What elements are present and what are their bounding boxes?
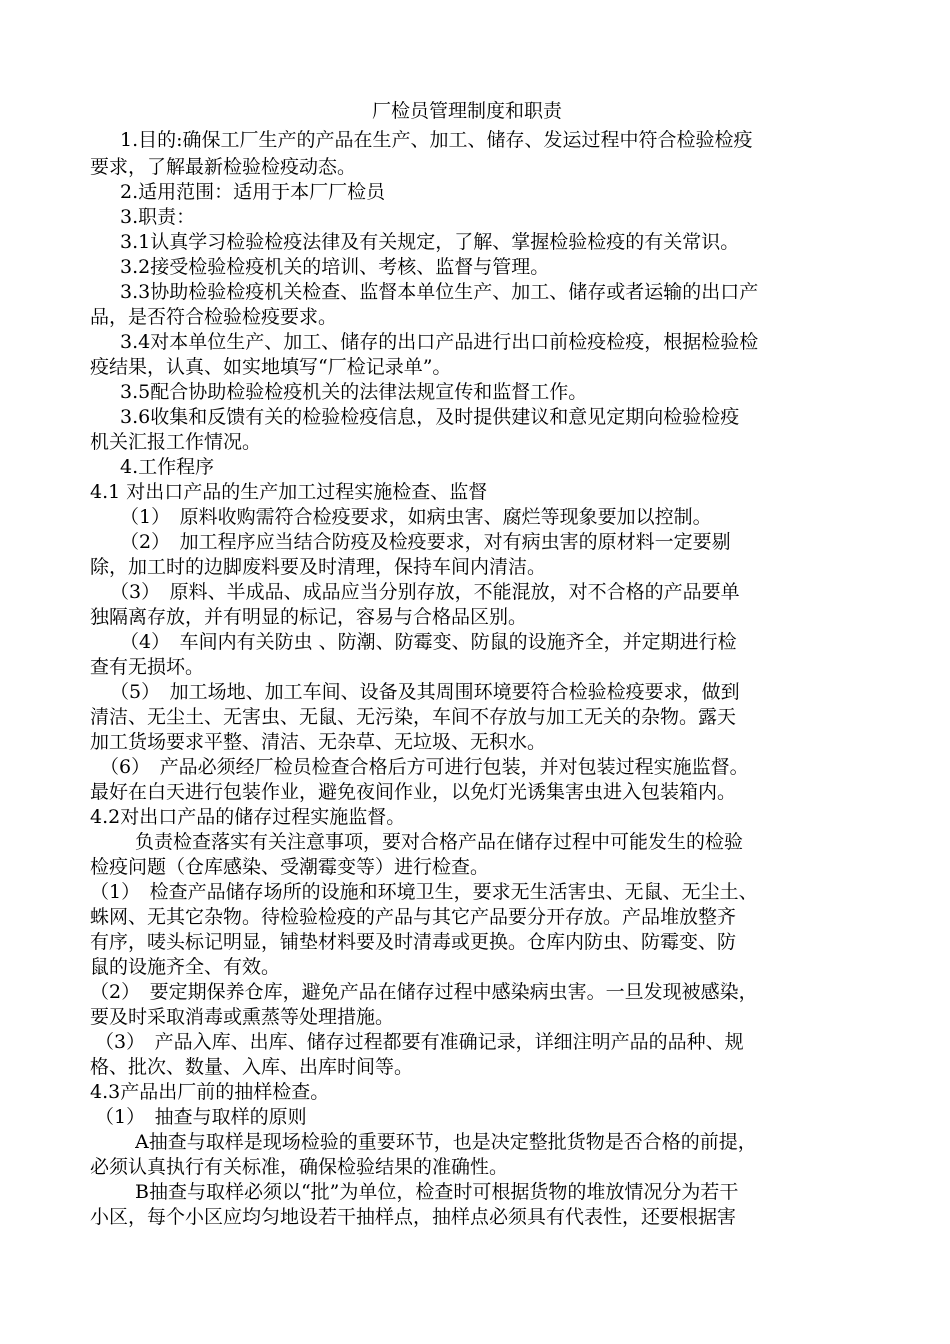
text-line: 要及时采取消毒或熏蒸等处理措施。 — [90, 1006, 395, 1028]
text-line: 查有无损坏。 — [90, 656, 205, 678]
document-title: 厂检员管理制度和职责 — [372, 100, 563, 122]
text-line: （6） 产品必须经厂检员检查合格后方可进行包装，并对包装过程实施监督。 — [100, 756, 749, 778]
text-line: 4.2对出口产品的储存过程实施监督。 — [90, 806, 406, 828]
text-line: （1） 原料收购需符合检疫要求，如病虫害、腐烂等现象要加以控制。 — [120, 506, 712, 528]
text-line: 3.2接受检验检疫机关的培训、考核、监督与管理。 — [120, 256, 550, 278]
text-line: 机关汇报工作情况。 — [90, 431, 262, 453]
text-line: （1） 抽查与取样的原则 — [95, 1106, 307, 1128]
text-line: 独隔离存放，并有明显的标记，容易与合格品区别。 — [90, 606, 528, 628]
text-line: 4.1 对出口产品的生产加工过程实施检查、监督 — [90, 481, 488, 503]
text-line: 格、批次、数量、入库、出库时间等。 — [90, 1056, 414, 1078]
text-line: 品，是否符合检验检疫要求。 — [90, 306, 338, 328]
text-line: 加工货场要求平整、清洁、无杂草、无垃圾、无积水。 — [90, 731, 547, 753]
text-line: 蛛网、无其它杂物。待检验检疫的产品与其它产品要分开存放。产品堆放整齐 — [90, 906, 737, 928]
text-line: 最好在白天进行包装作业，避免夜间作业，以免灯光诱集害虫进入包装箱内。 — [90, 781, 737, 803]
text-line: （2） 要定期保养仓库，避免产品在储存过程中感染病虫害。一旦发现被感染， — [90, 981, 758, 1003]
text-line: 清洁、无尘土、无害虫、无鼠、无污染，车间不存放与加工无关的杂物。露天 — [90, 706, 737, 728]
text-line: 小区，每个小区应均匀地设若干抽样点，抽样点必须具有代表性，还要根据害 — [90, 1206, 737, 1228]
text-line: 3.3协助检验检疫机关检查、监督本单位生产、加工、储存或者运输的出口产 — [120, 281, 759, 303]
text-line: 3.5配合协助检验检疫机关的法律法规宣传和监督工作。 — [120, 381, 588, 403]
text-line: 检疫问题（仓库感染、受潮霉变等）进行检查。 — [90, 856, 490, 878]
text-line: 有序，唛头标记明显，铺垫材料要及时清毒或更换。仓库内防虫、防霉变、防 — [90, 931, 737, 953]
text-line: B抽查与取样必须以“批”为单位，检查时可根据货物的堆放情况分为若干 — [135, 1181, 739, 1203]
text-line: 疫结果，认真、如实地填写“厂检记录单”。 — [90, 356, 452, 378]
text-line: （5） 加工场地、加工车间、设备及其周围环境要符合检验检疫要求，做到 — [110, 681, 740, 703]
text-line: 4.工作程序 — [120, 456, 215, 478]
text-line: （3） 产品入库、出库、储存过程都要有准确记录，详细注明产品的品种、规 — [95, 1031, 744, 1053]
text-line: 3.职责： — [120, 206, 196, 228]
text-line: 要求，了解最新检验检疫动态。 — [90, 156, 357, 178]
text-line: 2.适用范围：适用于本厂厂检员 — [120, 181, 386, 203]
text-line: 4.3产品出厂前的抽样检查。 — [90, 1081, 330, 1103]
text-line: （3） 原料、半成品、成品应当分别存放，不能混放，对不合格的产品要单 — [110, 581, 740, 603]
text-line: 3.4对本单位生产、加工、储存的出口产品进行出口前检疫检疫，根据检验检 — [120, 331, 759, 353]
text-line: 3.6收集和反馈有关的检验检疫信息，及时提供建议和意见定期向检验检疫 — [120, 406, 740, 428]
text-line: （1） 检查产品储存场所的设施和环境卫生，要求无生活害虫、无鼠、无尘土、 — [90, 881, 758, 903]
text-line: （2） 加工程序应当结合防疫及检疫要求，对有病虫害的原材料一定要剔 — [120, 531, 731, 553]
text-line: 3.1认真学习检验检疫法律及有关规定，了解、掌握检验检疫的有关常识。 — [120, 231, 740, 253]
text-line: 1.目的:确保工厂生产的产品在生产、加工、储存、发运过程中符合检验检疫 — [120, 129, 753, 151]
text-line: 负责检查落实有关注意事项，要对合格产品在储存过程中可能发生的检验 — [135, 831, 744, 853]
text-line: 除，加工时的边脚废料要及时清理，保持车间内清洁。 — [90, 556, 547, 578]
text-line: A抽查与取样是现场检验的重要环节，也是决定整批货物是否合格的前提， — [135, 1131, 757, 1153]
text-line: 必须认真执行有关标准，确保检验结果的准确性。 — [90, 1156, 509, 1178]
text-line: 鼠的设施齐全、有效。 — [90, 956, 281, 978]
text-line: （4） 车间内有关防虫 、防潮、防霉变、防鼠的设施齐全，并定期进行检 — [120, 631, 737, 653]
